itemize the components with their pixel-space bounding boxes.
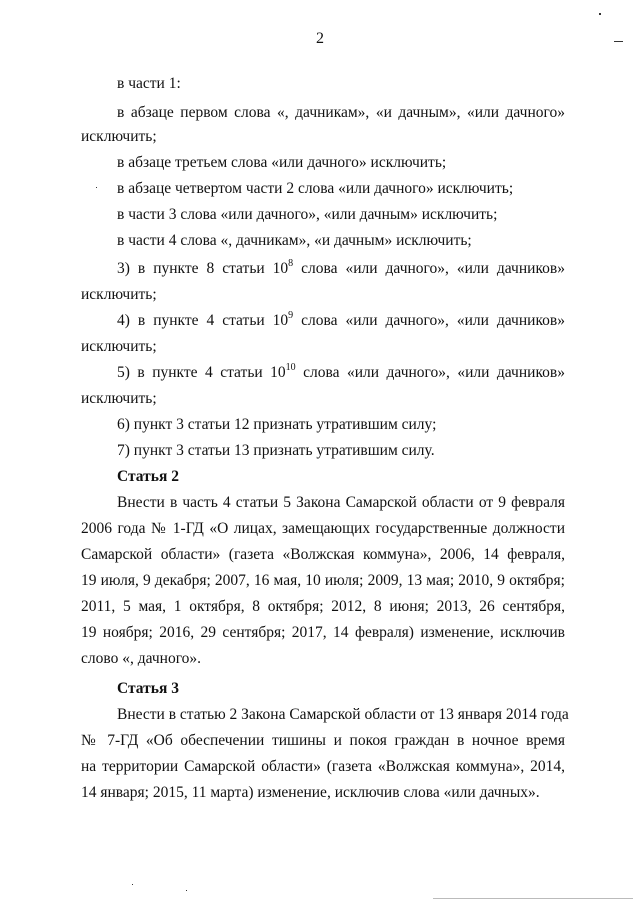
- article-heading: Статья 3: [117, 680, 179, 697]
- text-line: 19 ноября; 2016, 29 сентября; 2017, 14 февраля) изменение, исключив: [81, 624, 565, 641]
- text-span: слова «или дачного», «или дачников»: [293, 312, 566, 329]
- scan-speck: [132, 884, 133, 885]
- text-line: исключить;: [81, 338, 157, 355]
- page-number: 2: [316, 30, 324, 47]
- text-line: [117, 360, 565, 386]
- text-span: 4) в пункте 4 статьи 10: [117, 312, 289, 329]
- text-line: Внести в статью 2 Закона Самарской области от 13 января 2014 года: [117, 706, 569, 723]
- text-line: № 7-ГД «Об обеспечении тишины и покоя граждан в ночное время: [81, 732, 565, 749]
- text-line: в абзаце третьем слова «или дачного» исключить;: [117, 154, 447, 171]
- text-line: 19 июля, 9 декабря; 2007, 16 мая, 10 июля; 2009, 13 мая; 2010, 9 октября;: [81, 572, 565, 589]
- text-line: в абзаце первом слова «, дачникам», «и дачным», «или дачного»: [117, 104, 565, 121]
- text-line: 2011, 5 мая, 1 октября, 8 октября; 2012, 8 июня; 2013, 26 сентября,: [81, 598, 565, 615]
- text-line: [117, 256, 565, 282]
- text-line: Самарской области» (газета «Волжская коммуна», 2006, 14 февраля,: [81, 546, 565, 563]
- superscript: 10: [285, 362, 296, 373]
- text-span: слова «или дачного», «или дачников»: [295, 364, 566, 381]
- scan-speck: [186, 890, 187, 891]
- text-line: в части 3 слова «или дачного», «или дачным» исключить;: [117, 206, 498, 223]
- text-span: 5) в пункте 4 статьи 10: [117, 364, 286, 381]
- text-line: слово «, дачного».: [81, 650, 202, 667]
- text-line: 14 января; 2015, 11 марта) изменение, исключив слова «или дачных».: [81, 784, 540, 801]
- text-line: [117, 308, 565, 334]
- text-span: слова «или дачного», «или дачников»: [293, 260, 566, 277]
- text-line: на территории Самарской области» (газета «Волжская коммуна», 2014,: [81, 758, 565, 775]
- text-line: исключить;: [81, 286, 157, 303]
- text-line: 7) пункт 3 статьи 13 признать утратившим силу.: [117, 442, 435, 459]
- scan-speck: [614, 41, 623, 42]
- superscript: 9: [288, 310, 294, 321]
- scan-speck: [96, 187, 97, 188]
- article-heading: Статья 2: [117, 468, 179, 485]
- text-span: 3) в пункте 8 статьи 10: [117, 260, 289, 277]
- text-line: исключить;: [81, 390, 157, 407]
- text-line: в части 4 слова «, дачникам», «и дачным» исключить;: [117, 232, 472, 249]
- text-line: Внести в часть 4 статьи 5 Закона Самарской области от 9 февраля: [117, 494, 565, 511]
- text-line: 2006 года № 1-ГД «О лицах, замещающих государственные должности: [81, 520, 565, 537]
- scan-speck: [599, 13, 601, 15]
- text-line: исключить;: [81, 128, 157, 145]
- scan-edge-line: [433, 898, 633, 899]
- text-line: в части 1:: [117, 75, 181, 92]
- superscript: 8: [288, 258, 294, 269]
- text-line: в абзаце четвертом части 2 слова «или дачного» исключить;: [117, 180, 514, 197]
- text-line: 6) пункт 3 статьи 12 признать утратившим силу;: [117, 416, 437, 433]
